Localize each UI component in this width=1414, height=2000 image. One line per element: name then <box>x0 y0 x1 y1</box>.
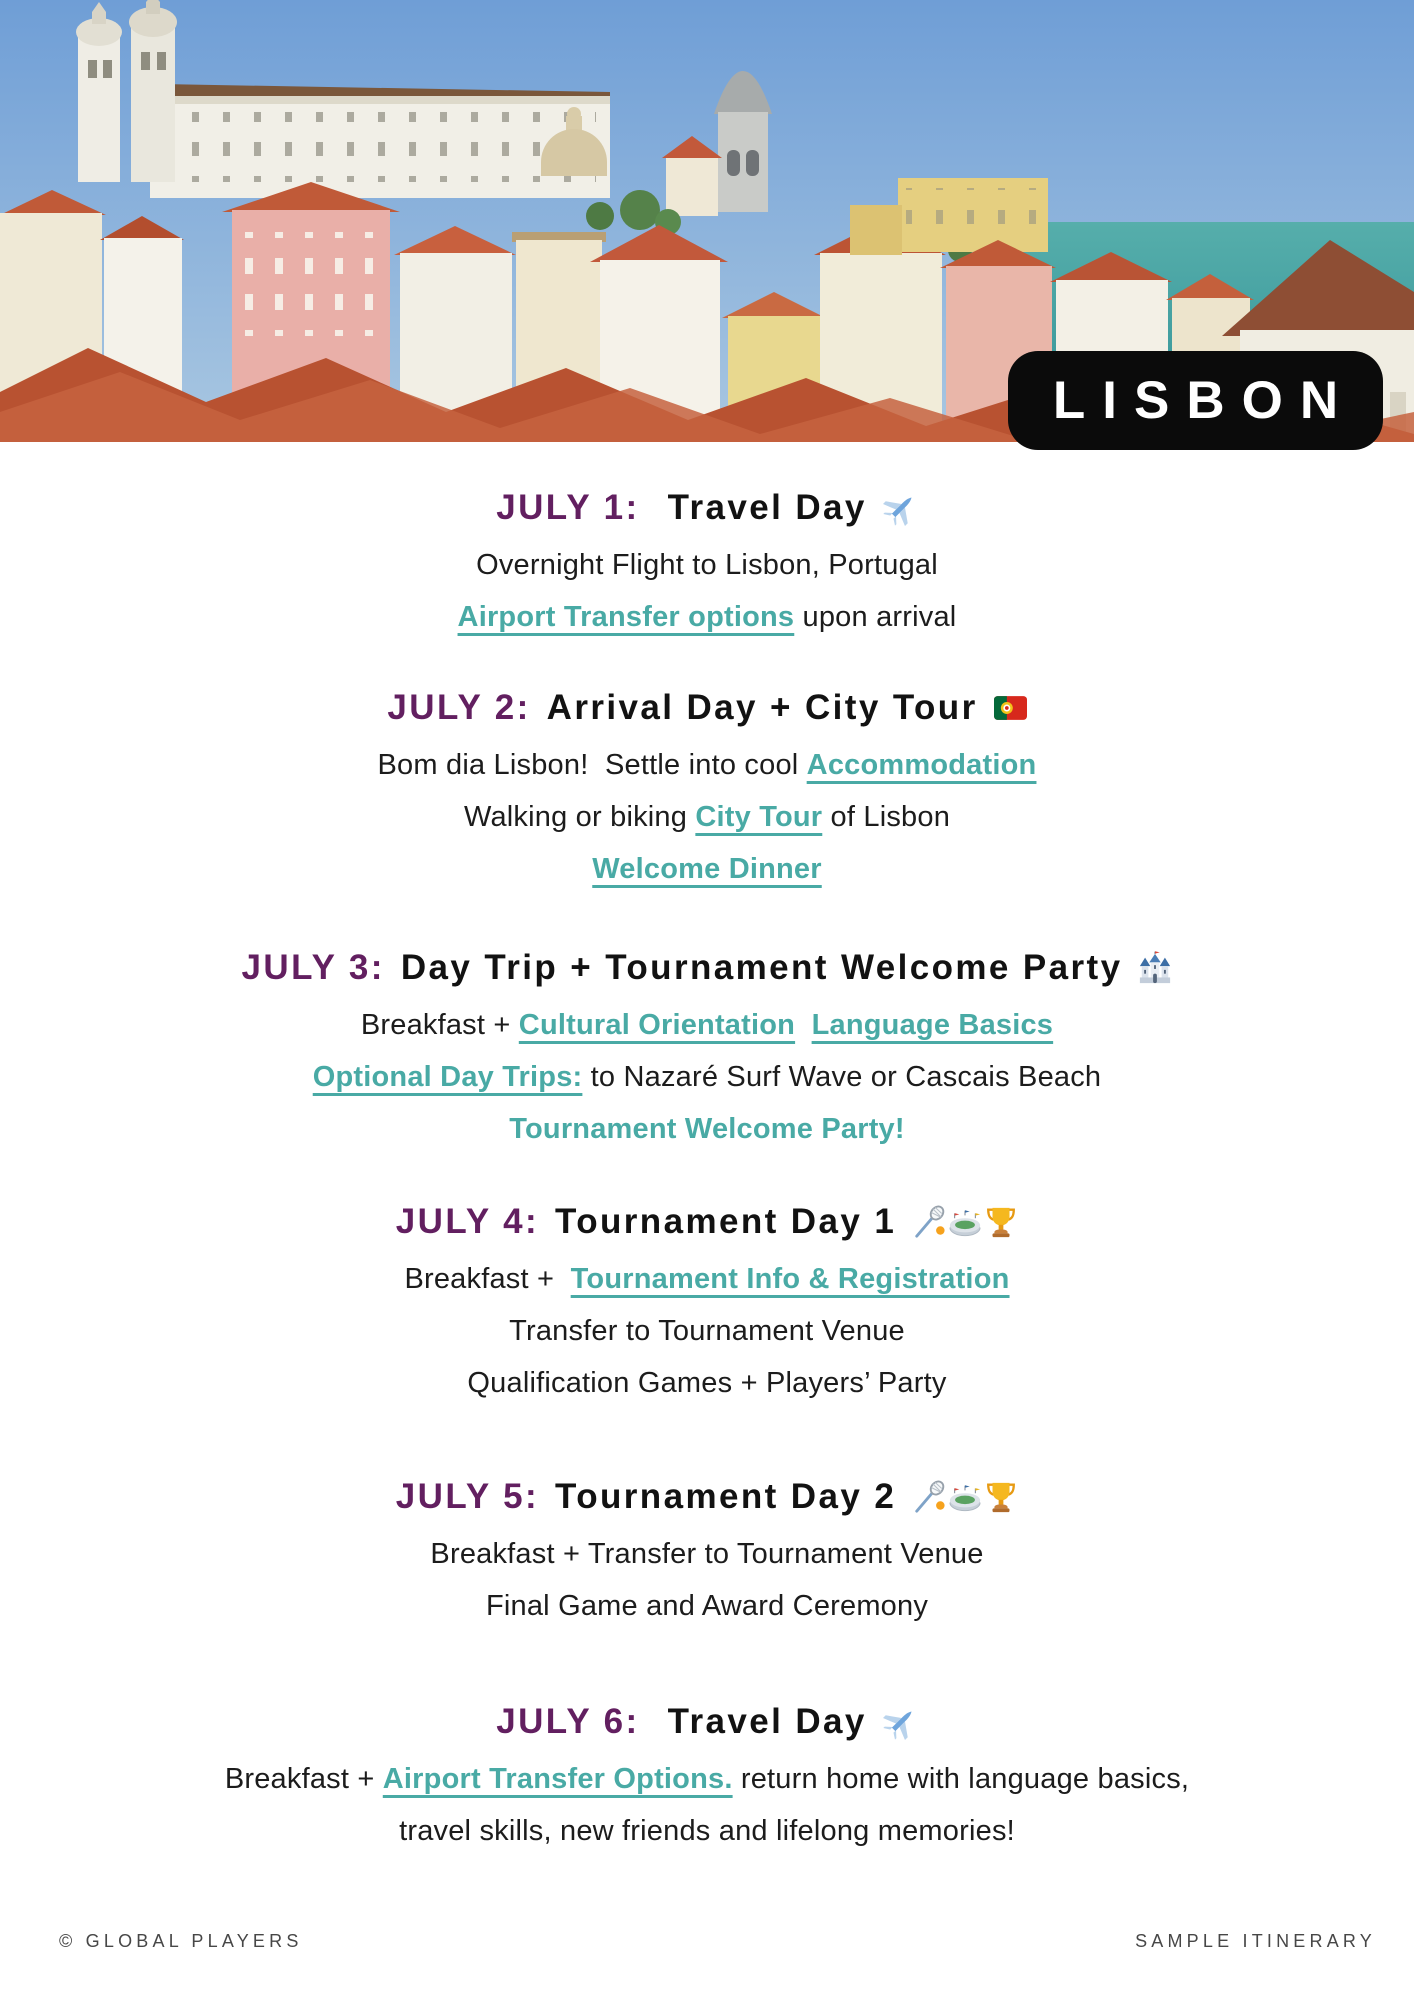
airplane-icon <box>883 491 918 526</box>
itinerary-day-july-2 <box>0 686 1414 895</box>
line-text: upon arrival <box>794 601 957 633</box>
day-heading <box>0 946 1414 990</box>
itinerary-line <box>0 1528 1414 1580</box>
day-heading <box>0 1475 1414 1519</box>
inline-link[interactable]: Optional Day Trips: <box>312 1061 583 1093</box>
day-title: Tournament Day 2 <box>555 1477 897 1516</box>
itinerary-line <box>0 1305 1414 1357</box>
day-date-label: JULY 6: <box>496 1702 652 1741</box>
itinerary-line <box>0 1051 1414 1103</box>
airplane-icon <box>883 1705 918 1740</box>
day-title: Day Trip + Tournament Welcome Party <box>400 948 1123 987</box>
line-text: Bom dia Lisbon! Settle into cool <box>377 749 807 781</box>
line-text: travel skills, new friends and lifelong memories! <box>399 1815 1015 1847</box>
inline-link[interactable]: Airport Transfer Options. <box>382 1763 733 1795</box>
page-footer <box>59 1931 1376 1952</box>
day-date-label: JULY 2: <box>387 688 531 727</box>
day-title: Arrival Day + City Tour <box>546 688 978 727</box>
line-text: Transfer to Tournament Venue <box>509 1315 905 1347</box>
line-text: Breakfast + <box>404 1263 571 1295</box>
line-text: return home with language basics, <box>732 1763 1190 1795</box>
trophy-icon <box>984 1480 1018 1514</box>
itinerary-day-july-1 <box>0 486 1414 643</box>
line-text: Overnight Flight to Lisbon, Portugal <box>476 549 938 581</box>
line-text: of Lisbon <box>822 801 951 833</box>
lisbon-badge-label: LISBON <box>1052 371 1356 430</box>
itinerary-line <box>0 539 1414 591</box>
day-date-label: JULY 3: <box>241 948 385 987</box>
line-text: Breakfast + <box>360 1009 519 1041</box>
line-text: Tournament Welcome Party! <box>509 1113 905 1145</box>
day-lines <box>0 739 1414 895</box>
itinerary-line <box>0 1253 1414 1305</box>
day-date-label: JULY 1: <box>496 488 652 527</box>
line-text: Walking or biking <box>463 801 696 833</box>
day-icons <box>1138 951 1172 985</box>
inline-link[interactable]: Tournament Info & Registration <box>570 1263 1010 1295</box>
itinerary-line <box>0 1103 1414 1155</box>
stadium-icon <box>948 1480 982 1514</box>
itinerary-line <box>0 1753 1414 1805</box>
itinerary-line <box>0 1357 1414 1409</box>
line-text: Breakfast + Transfer to Tournament Venue <box>430 1538 984 1570</box>
day-icons <box>883 491 918 526</box>
day-date-label: JULY 5: <box>395 1477 540 1516</box>
day-icons <box>883 1705 918 1740</box>
inline-link[interactable]: Welcome Dinner <box>592 853 822 885</box>
day-title: Travel Day <box>667 1702 867 1741</box>
day-heading <box>0 486 1414 530</box>
day-heading <box>0 1200 1414 1244</box>
day-lines <box>0 1253 1414 1409</box>
day-icons <box>912 1480 1018 1514</box>
day-title: Travel Day <box>667 488 867 527</box>
day-title: Tournament Day 1 <box>555 1202 897 1241</box>
lacrosse-icon <box>912 1480 946 1514</box>
lisbon-badge <box>1008 351 1383 450</box>
itinerary-day-july-5 <box>0 1475 1414 1632</box>
lacrosse-icon <box>912 1205 946 1239</box>
line-text: Qualification Games + Players’ Party <box>467 1367 947 1399</box>
itinerary-line <box>0 1580 1414 1632</box>
itinerary-line <box>0 843 1414 895</box>
header-photo <box>0 0 1414 442</box>
day-heading <box>0 1700 1414 1744</box>
inline-link[interactable]: Accommodation <box>806 749 1037 781</box>
day-date-label: JULY 4: <box>395 1202 540 1241</box>
portugal-flag-icon <box>994 696 1027 720</box>
trophy-icon <box>984 1205 1018 1239</box>
itinerary-line <box>0 999 1414 1051</box>
itinerary-line <box>0 791 1414 843</box>
line-text: Final Game and Award Ceremony <box>485 1590 929 1622</box>
inline-link[interactable]: City Tour <box>695 801 823 833</box>
day-lines <box>0 999 1414 1155</box>
inline-link[interactable]: Cultural Orientation <box>518 1009 796 1041</box>
stadium-icon <box>948 1205 982 1239</box>
inline-link[interactable]: Language Basics <box>811 1009 1054 1041</box>
day-lines <box>0 1753 1414 1857</box>
itinerary-line <box>0 739 1414 791</box>
itinerary-day-july-3 <box>0 946 1414 1155</box>
footer-copyright: © GLOBAL PLAYERS <box>59 1931 303 1951</box>
itinerary-day-july-6 <box>0 1700 1414 1857</box>
footer-sample-itinerary: SAMPLE ITINERARY <box>1135 1931 1376 1951</box>
line-text: to Nazaré Surf Wave or Cascais Beach <box>582 1061 1102 1093</box>
day-lines <box>0 1528 1414 1632</box>
day-icons <box>994 696 1027 720</box>
inline-link[interactable]: Airport Transfer options <box>457 601 795 633</box>
day-heading <box>0 686 1414 730</box>
itinerary-line <box>0 1805 1414 1857</box>
day-lines <box>0 539 1414 643</box>
bell-tower <box>714 71 772 212</box>
day-icons <box>912 1205 1018 1239</box>
itinerary-line <box>0 591 1414 643</box>
itinerary-day-july-4 <box>0 1200 1414 1409</box>
line-text <box>795 1009 812 1041</box>
line-text: Breakfast + <box>224 1763 383 1795</box>
castle-icon <box>1138 951 1172 985</box>
